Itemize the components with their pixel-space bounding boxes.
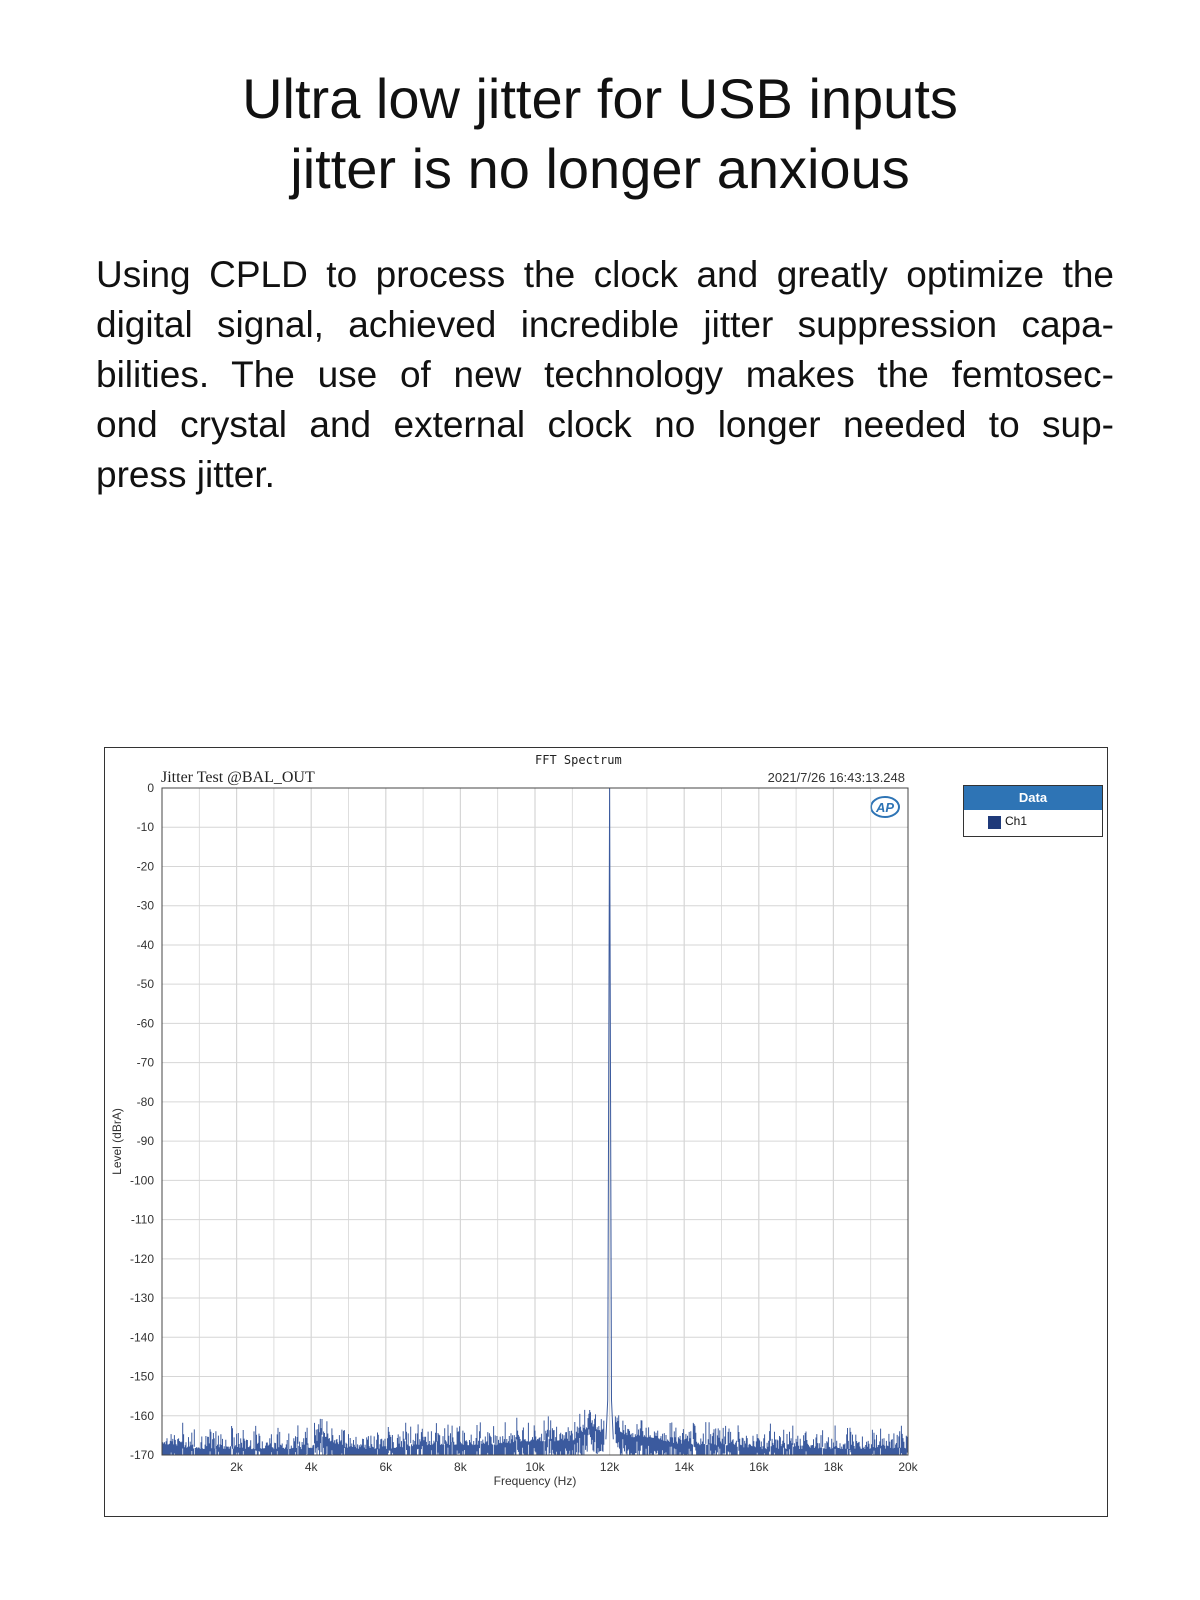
y-tick-label: -100 xyxy=(129,1173,154,1188)
y-tick-label: -60 xyxy=(136,1016,154,1031)
chart-timestamp: 2021/7/26 16:43:13.248 xyxy=(767,770,905,785)
chart-test-name: Jitter Test @BAL_OUT xyxy=(161,769,315,786)
y-tick-label: -110 xyxy=(130,1212,154,1227)
y-tick-label: -140 xyxy=(129,1330,154,1345)
y-tick-label: -160 xyxy=(129,1408,154,1423)
y-tick-label: 0 xyxy=(147,781,154,795)
description-line: bilities. The use of new technology makes the femtosec- xyxy=(96,354,1114,395)
x-tick-label: 18k xyxy=(823,1460,844,1474)
y-tick-label: -30 xyxy=(136,898,154,913)
legend-entry-ch1[interactable] xyxy=(964,810,1102,828)
headline-line-2: jitter is no longer anxious xyxy=(290,137,910,200)
headline xyxy=(0,64,1200,204)
x-tick-label: 2k xyxy=(230,1460,243,1474)
y-tick-label: -130 xyxy=(129,1291,154,1306)
chart-header: FFT Spectrum xyxy=(535,753,622,767)
description-line: digital signal, achieved incredible jitter suppression capa- xyxy=(96,304,1114,345)
y-tick-label: -80 xyxy=(136,1094,154,1109)
x-tick-label: 6k xyxy=(379,1460,393,1474)
fft-chart-frame xyxy=(104,747,1108,1517)
description-line: ond crystal and external clock no longer needed to sup- xyxy=(96,404,1114,445)
ap-logo-icon xyxy=(871,797,899,817)
y-tick-label: -170 xyxy=(129,1448,154,1462)
legend-title: Data xyxy=(964,786,1102,810)
x-tick-label: 20k xyxy=(898,1460,918,1474)
x-tick-label: 8k xyxy=(454,1460,467,1474)
y-axis-label: Level (dBrA) xyxy=(110,1108,124,1175)
y-tick-label: -150 xyxy=(129,1369,154,1384)
y-tick-label: -10 xyxy=(136,820,154,835)
legend-swatch-ch1 xyxy=(988,816,1001,829)
legend-label-ch1: Ch1 xyxy=(1005,814,1028,828)
headline-line-1: Ultra low jitter for USB inputs xyxy=(242,67,958,130)
fft-chart xyxy=(105,748,1106,1515)
y-tick-label: -40 xyxy=(136,937,154,952)
y-tick-label: -120 xyxy=(129,1251,154,1266)
x-tick-label: 14k xyxy=(674,1460,694,1474)
description-paragraph xyxy=(96,250,1114,500)
x-tick-label: 4k xyxy=(304,1460,318,1474)
x-tick-label: 12k xyxy=(599,1460,620,1474)
y-tick-label: -20 xyxy=(136,859,154,874)
ap-logo-text: AP xyxy=(875,800,895,815)
y-tick-label: -70 xyxy=(136,1055,154,1070)
y-tick-label: -90 xyxy=(136,1134,154,1149)
y-tick-label: -50 xyxy=(136,977,154,992)
x-tick-label: 16k xyxy=(749,1460,769,1474)
chart-legend xyxy=(963,785,1103,837)
description-line: Using CPLD to process the clock and greatly optimize the xyxy=(96,254,1114,295)
description-line: press jitter. xyxy=(96,454,275,495)
x-axis-label: Frequency (Hz) xyxy=(493,1474,577,1488)
x-tick-label: 10k xyxy=(525,1460,545,1474)
